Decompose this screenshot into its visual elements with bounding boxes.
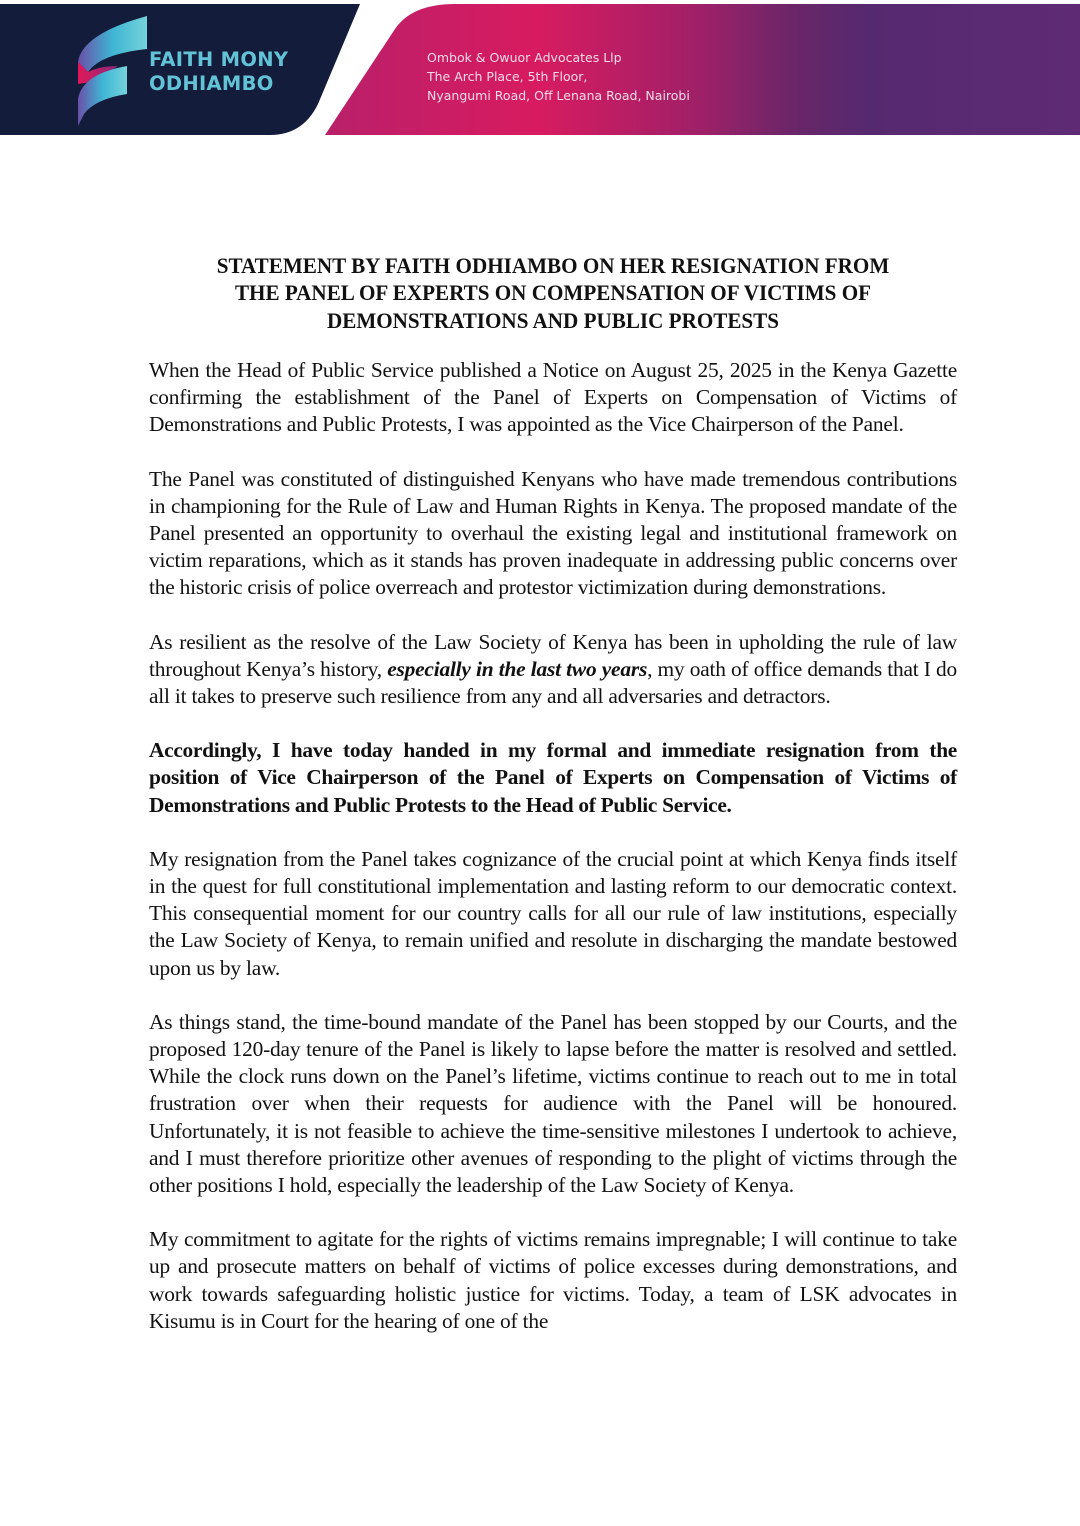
brand-name-line2: ODHIAMBO [149, 72, 274, 95]
brand-name [149, 48, 288, 96]
p3-text-before: As resilient as the resolve of the Law Society of Kenya has been in upholding the rule of law throughout Kenya’s history, [149, 629, 957, 681]
paragraph-lsk-resilience [149, 629, 957, 711]
firm-address [427, 48, 690, 105]
title-line-1: STATEMENT BY FAITH ODHIAMBO ON HER RESIGNATION FROM [216, 253, 890, 278]
letterhead-banner [0, 4, 1080, 135]
address-line-3: Nyangumi Road, Off Lenana Road, Nairobi [427, 88, 690, 103]
paragraph-commitment: My commitment to agitate for the rights of victims remains impregnable; I will continue to take up and prosecute matters on behalf of victims of police excesses during demonstrations, and work towards safeguarding holistic justice for victims. Today, a team of LSK advocates in Kisumu is in Court for the hearing of one of the [149, 1227, 957, 1333]
statement-body [149, 357, 957, 1362]
paragraph-appointment: When the Head of Public Service published a Notice on August 25, 2025 in the Kenya Gazette confirming the establishment of the Panel of Experts on Compensation of Victims of Demonstrations and Public Protests, I was appointed as the Vice Chairperson of the Panel. [149, 358, 957, 437]
title-line-2: THE PANEL OF EXPERTS ON COMPENSATION OF VICTIMS OF [234, 280, 872, 306]
address-line-1: Ombok & Owuor Advocates Llp [427, 50, 622, 65]
paragraph-courts-stopped: As things stand, the time-bound mandate of the Panel has been stopped by our Courts, and the proposed 120-day tenure of the Panel is likely to lapse before the matter is resolved and settled. While the clock runs down on the Panel’s lifetime, victims continue to reach out to me in total frustration over when their requests for audience with the Panel will be honoured. Unfortunately, it is not feasible to achieve the time-sensitive milestones I undertook to achieve, and I must therefore prioritize other avenues of responding to the plight of victims through the other positions I hold, especially the leadership of the Law Society of Kenya. [149, 1009, 957, 1198]
paragraph-resignation-announcement: Accordingly, I have today handed in my formal and immediate resignation from the position of Vice Chairperson of the Panel of Experts on Compensation of Victims of Demonstrations and Public Protests to the Head of Public Service. [149, 738, 957, 817]
p3-emphasis: especially in the last two years [387, 656, 648, 681]
title-line-3: DEMONSTRATIONS AND PUBLIC PROTESTS [326, 307, 780, 333]
address-line-2: The Arch Place, 5th Floor, [427, 69, 588, 84]
brand-name-line1: FAITH MONY [149, 48, 289, 71]
paragraph-crucial-point: My resignation from the Panel takes cognizance of the crucial point at which Kenya finds itself in the quest for full constitutional implementation and lasting reform to our democratic context. This consequential moment for our country calls for all our rule of law institutions, especially the Law Society of Kenya, to remain unified and resolute in discharging the mandate bestowed upon us by law. [149, 846, 957, 980]
document-title [165, 252, 941, 334]
paragraph-panel-mandate: The Panel was constituted of distinguished Kenyans who have made tremendous contributions in championing for the Rule of Law and Human Rights in Kenya. The proposed mandate of the Panel presented an opportunity to overhaul the existing legal and institutional framework on victim reparations, which as it stands has proven inadequate in addressing public concerns over the historic crisis of police overreach and protestor victimization during demonstrations. [149, 466, 957, 600]
p3-text-after: , my oath of office demands that I do all it takes to preserve such resilience from any and all adversaries and detractors. [149, 656, 957, 709]
